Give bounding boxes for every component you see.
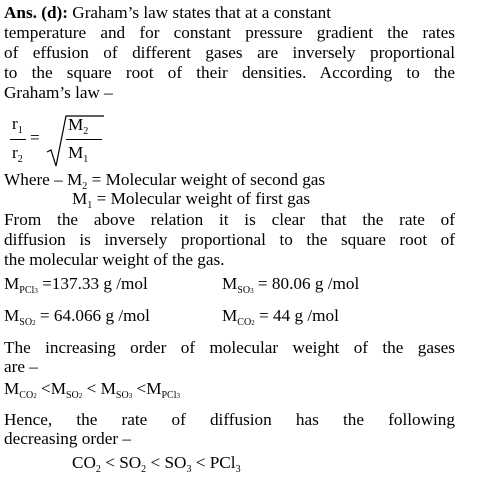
answer-intro-line-3: of effusion of different gases are inversely proportional — [4, 43, 455, 62]
weight-so3: $M_{SO3} = 80.06$ g /mol — [222, 274, 360, 296]
where-line-1: Where – $M_2$ = Molecular weight of second gas — [4, 170, 326, 192]
formula-left-fraction-bar — [10, 139, 26, 140]
formula-root-denominator: $M_1$ — [68, 143, 89, 165]
decreasing-order-expression: $CO_2 < SO_2 < SO_3 < PCl_3$ — [72, 453, 241, 475]
grahams-law-formula — [8, 114, 104, 170]
hence-line-1: Hence, the rate of diffusion has the following — [4, 410, 455, 429]
answer-intro-line-2: temperature and for constant pressure gradient the rates — [4, 23, 455, 42]
weight-pcl3: $M_{PCl3} =137.33$ g /mol — [4, 274, 148, 296]
increasing-line-2: are – — [4, 357, 38, 376]
relation-line-3: the molecular weight of the gas. — [4, 250, 225, 269]
increasing-order-expression: $M_{CO2} <M_{SO2} < M_{SO3} <M_{PCl3}$ — [4, 379, 180, 401]
answer-label: Ans. (d): — [4, 3, 68, 22]
formula-root-numerator: $M_2$ — [68, 115, 89, 137]
formula-denominator: $r_2$ — [12, 143, 23, 165]
weight-so2: $M_{SO2} = 64.066$ g /mol — [4, 306, 150, 328]
answer-intro-text: Graham’s law states that at a constant — [72, 3, 331, 22]
where-line-2: $M_1$ = Molecular weight of first gas — [72, 189, 311, 211]
increasing-line-1: The increasing order of molecular weight of the gases — [4, 338, 455, 357]
weight-co2: $M_{CO2} = 44$ g /mol — [222, 306, 339, 328]
formula-numerator: $r_1$ — [12, 114, 23, 136]
answer-intro-line-5: Graham’s law – — [4, 83, 113, 102]
hence-line-2: decreasing order – — [4, 429, 131, 448]
formula-equals: = — [30, 128, 40, 147]
relation-line-2: diffusion is inversely proportional to the square root of — [4, 230, 455, 249]
answer-intro-line-4: to the square root of their densities. According to the — [4, 63, 455, 82]
answer-intro-line-1 — [4, 3, 455, 23]
relation-line-1: From the above relation it is clear that the rate of — [4, 210, 455, 229]
formula-root-fraction-bar — [66, 139, 102, 140]
